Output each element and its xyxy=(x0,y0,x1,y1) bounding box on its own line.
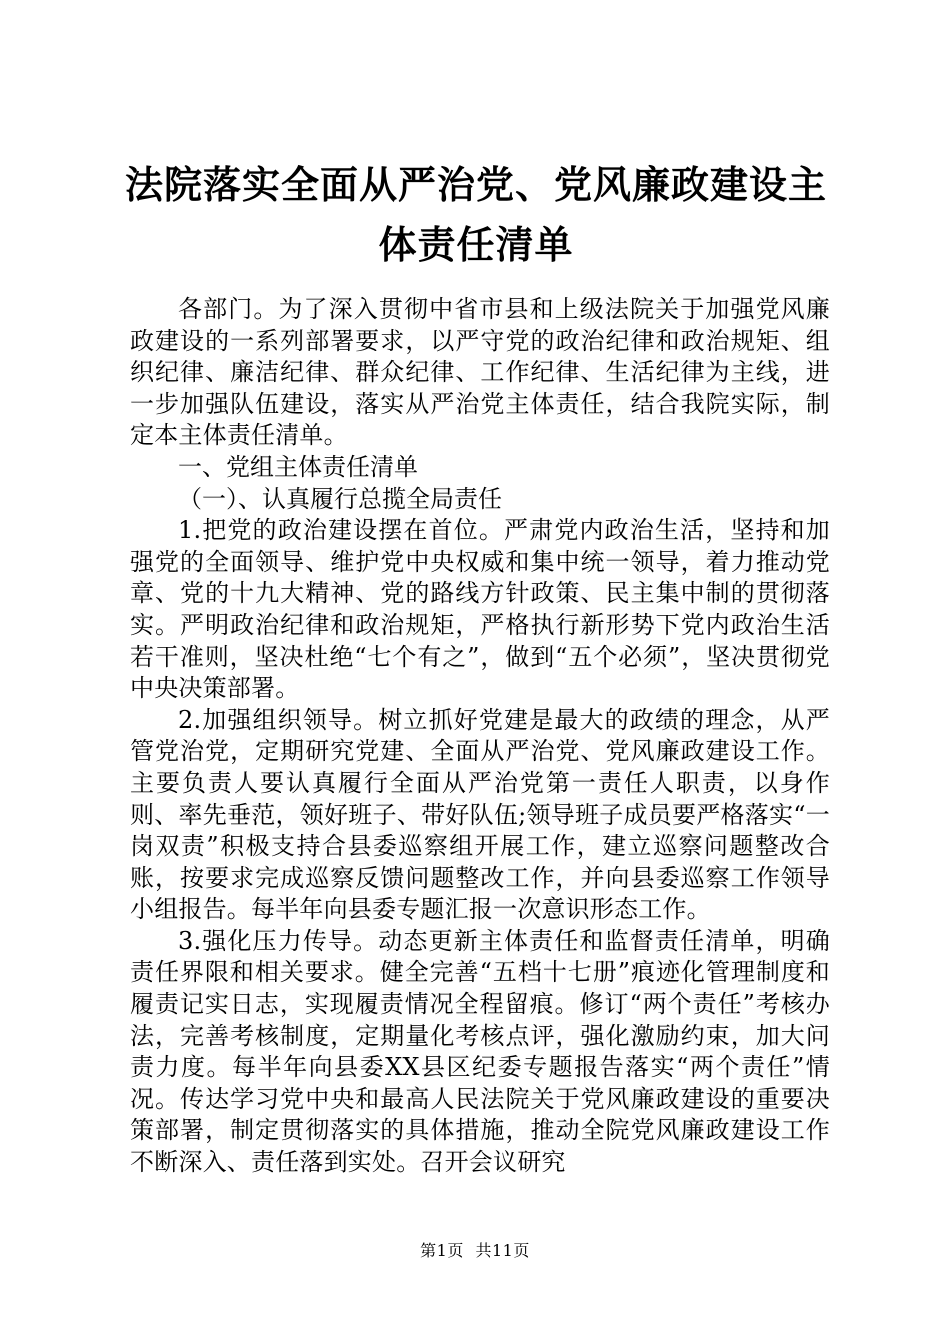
page-total: 共11页 xyxy=(475,1241,530,1260)
item-1-paragraph: 1.把党的政治建设摆在首位。严肃党内政治生活，坚持和加强党的全面领导、维护党中央权威和集中统一领导，着力推动党章、党的十九大精神、党的路线方针政策、民主集中制的贯彻落实。严明政治纪律和政治规矩，严格执行新形势下党内政治生活若干准则，坚决杜绝“七个有之”，做到“五个必须”，坚决贯彻党中央决策部署。 xyxy=(130,516,830,703)
section-heading: 一、党组主体责任清单 xyxy=(178,452,418,481)
item-3-paragraph: 3.强化压力传导。动态更新主体责任和监督责任清单，明确责任界限和相关要求。健全完善“五档十七册”痕迹化管理制度和履责记实日志，实现履责情况全程留痕。修订“两个责任”考核办法，完善考核制度，定期量化考核点评，强化激励约束，加大问责力度。每半年向县委XX县区纪委专题报告落实“两个责任”情况。传达学习党中央和最高人民法院关于党风廉政建设的重要决策部署，制定贯彻落实的具体措施，推动全院党风廉政建设工作不断深入、责任落到实处。召开会议研究 xyxy=(130,926,830,1177)
subsection-heading: （一）、认真履行总揽全局责任 xyxy=(178,484,502,513)
intro-paragraph: 各部门。为了深入贯彻中省市县和上级法院关于加强党风廉政建设的一系列部署要求，以严守党的政治纪律和政治规矩、组织纪律、廉洁纪律、群众纪律、工作纪律、生活纪律为主线，进一步加强队伍建设，落实从严治党主体责任，结合我院实际，制定本主体责任清单。 xyxy=(130,295,830,450)
document-body xyxy=(130,294,830,1179)
page-number: 第1页 xyxy=(420,1241,464,1260)
document-title: 法院落实全面从严治党、党风廉政建设主体责任清单 xyxy=(124,163,827,267)
item-2-paragraph: 2.加强组织领导。树立抓好党建是最大的政绩的理念，从严管党治党，定期研究党建、全面从严治党、党风廉政建设工作。主要负责人要认真履行全面从严治党第一责任人职责，以身作则、率先垂范，领好班子、带好队伍;领导班子成员要严格落实“一岗双责”积极支持合县委巡察组开展工作，建立巡察问题整改合账，按要求完成巡察反馈问题整改工作，并向县委巡察工作领导小组报告。每半年向县委专题汇报一次意识形态工作。 xyxy=(130,705,830,924)
page-footer xyxy=(0,1240,950,1262)
